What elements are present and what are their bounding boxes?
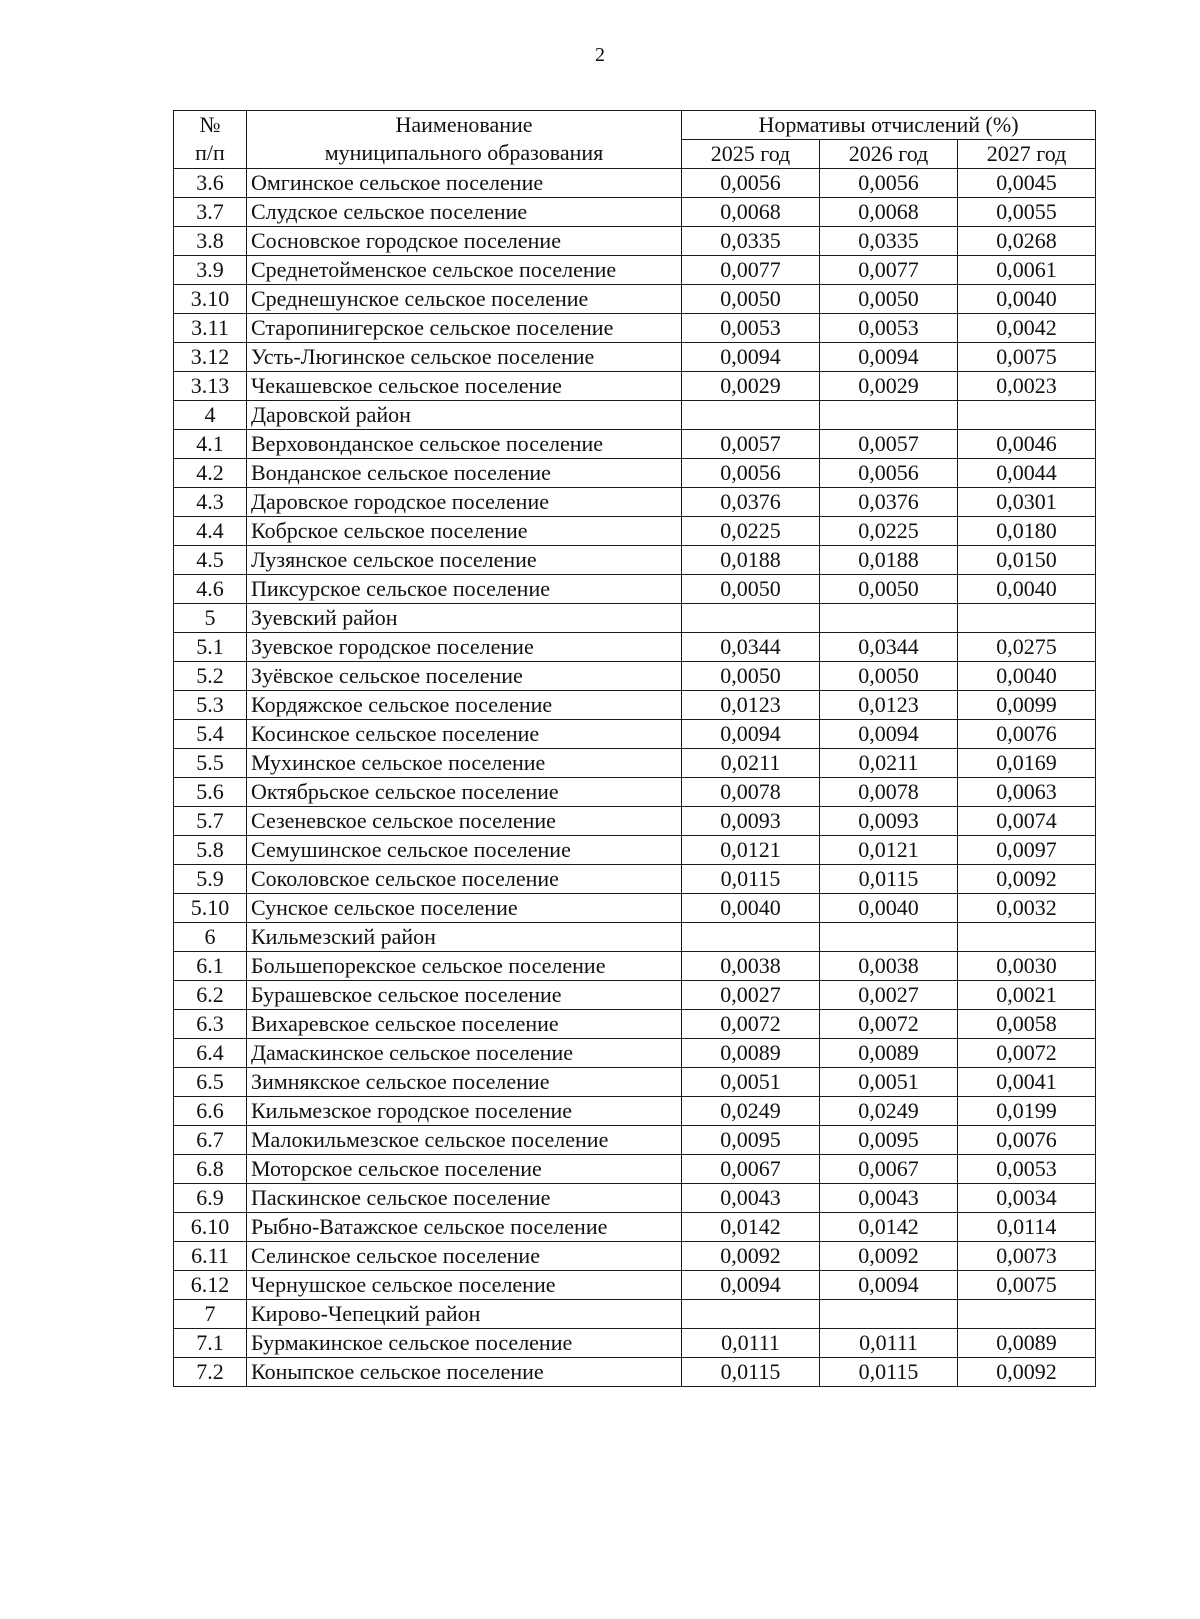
value-2026: 0,0094 xyxy=(820,1271,958,1300)
row-number: 5 xyxy=(174,604,247,633)
value-2026: 0,0043 xyxy=(820,1184,958,1213)
value-2025: 0,0335 xyxy=(682,227,820,256)
row-number: 3.7 xyxy=(174,198,247,227)
value-2026: 0,0078 xyxy=(820,778,958,807)
row-number: 6.8 xyxy=(174,1155,247,1184)
table-row xyxy=(174,1126,1096,1155)
table-row xyxy=(174,604,1096,633)
value-2025: 0,0057 xyxy=(682,430,820,459)
value-2026: 0,0188 xyxy=(820,546,958,575)
value-2025: 0,0067 xyxy=(682,1155,820,1184)
row-number: 3.6 xyxy=(174,169,247,198)
value-2025: 0,0038 xyxy=(682,952,820,981)
table-row xyxy=(174,836,1096,865)
table-row xyxy=(174,227,1096,256)
header-year-2027: 2027 год xyxy=(958,140,1096,169)
value-2027 xyxy=(958,1300,1096,1329)
row-number: 6.6 xyxy=(174,1097,247,1126)
value-2027: 0,0099 xyxy=(958,691,1096,720)
value-2027: 0,0044 xyxy=(958,459,1096,488)
value-2025 xyxy=(682,923,820,952)
value-2026: 0,0095 xyxy=(820,1126,958,1155)
value-2027 xyxy=(958,401,1096,430)
district-name: Даровской район xyxy=(247,401,682,430)
row-number: 3.11 xyxy=(174,314,247,343)
value-2026: 0,0115 xyxy=(820,865,958,894)
row-number: 6.9 xyxy=(174,1184,247,1213)
header-name-line1: Наименование xyxy=(395,112,533,137)
table-row xyxy=(174,430,1096,459)
settlement-name: Чернушское сельское поселение xyxy=(247,1271,682,1300)
value-2025: 0,0094 xyxy=(682,720,820,749)
district-name: Кирово-Чепецкий район xyxy=(247,1300,682,1329)
row-number: 5.7 xyxy=(174,807,247,836)
value-2026: 0,0027 xyxy=(820,981,958,1010)
value-2027: 0,0275 xyxy=(958,633,1096,662)
table-row xyxy=(174,285,1096,314)
value-2027: 0,0030 xyxy=(958,952,1096,981)
header-year-2026: 2026 год xyxy=(820,140,958,169)
table-row xyxy=(174,256,1096,285)
value-2025: 0,0072 xyxy=(682,1010,820,1039)
value-2025: 0,0344 xyxy=(682,633,820,662)
table-row xyxy=(174,1242,1096,1271)
table-row xyxy=(174,952,1096,981)
value-2026: 0,0092 xyxy=(820,1242,958,1271)
value-2027: 0,0034 xyxy=(958,1184,1096,1213)
value-2026: 0,0051 xyxy=(820,1068,958,1097)
row-number: 7.2 xyxy=(174,1358,247,1387)
table-row xyxy=(174,1068,1096,1097)
settlement-name: Слудское сельское поселение xyxy=(247,198,682,227)
row-number: 4.3 xyxy=(174,488,247,517)
row-number: 5.1 xyxy=(174,633,247,662)
settlement-name: Кильмезское городское поселение xyxy=(247,1097,682,1126)
value-2025: 0,0056 xyxy=(682,459,820,488)
value-2026: 0,0067 xyxy=(820,1155,958,1184)
value-2026: 0,0050 xyxy=(820,575,958,604)
settlement-name: Моторское сельское поселение xyxy=(247,1155,682,1184)
header-name-column xyxy=(247,111,682,169)
settlement-name: Пиксурское сельское поселение xyxy=(247,575,682,604)
value-2027: 0,0072 xyxy=(958,1039,1096,1068)
value-2027: 0,0040 xyxy=(958,285,1096,314)
header-number-column xyxy=(174,111,247,169)
value-2026: 0,0344 xyxy=(820,633,958,662)
settlement-name: Сунское сельское поселение xyxy=(247,894,682,923)
table-row xyxy=(174,865,1096,894)
table-header xyxy=(174,111,1096,169)
settlement-name: Кобрское сельское поселение xyxy=(247,517,682,546)
table-row xyxy=(174,1271,1096,1300)
value-2026: 0,0056 xyxy=(820,459,958,488)
table-row xyxy=(174,343,1096,372)
value-2025: 0,0111 xyxy=(682,1329,820,1358)
value-2026: 0,0053 xyxy=(820,314,958,343)
settlement-name: Сосновское городское поселение xyxy=(247,227,682,256)
value-2025: 0,0068 xyxy=(682,198,820,227)
norms-table xyxy=(173,110,1096,1387)
settlement-name: Паскинское сельское поселение xyxy=(247,1184,682,1213)
table-row xyxy=(174,778,1096,807)
value-2027: 0,0046 xyxy=(958,430,1096,459)
value-2025: 0,0092 xyxy=(682,1242,820,1271)
row-number: 3.9 xyxy=(174,256,247,285)
table-row xyxy=(174,488,1096,517)
value-2027: 0,0042 xyxy=(958,314,1096,343)
page-number: 2 xyxy=(595,44,605,66)
value-2025 xyxy=(682,401,820,430)
value-2027: 0,0053 xyxy=(958,1155,1096,1184)
value-2026: 0,0029 xyxy=(820,372,958,401)
value-2027: 0,0092 xyxy=(958,1358,1096,1387)
row-number: 4.1 xyxy=(174,430,247,459)
settlement-name: Большепорекское сельское поселение xyxy=(247,952,682,981)
row-number: 3.12 xyxy=(174,343,247,372)
value-2026: 0,0225 xyxy=(820,517,958,546)
row-number: 3.8 xyxy=(174,227,247,256)
value-2027: 0,0055 xyxy=(958,198,1096,227)
row-number: 7.1 xyxy=(174,1329,247,1358)
table-body xyxy=(174,169,1096,1387)
settlement-name: Семушинское сельское поселение xyxy=(247,836,682,865)
value-2026: 0,0077 xyxy=(820,256,958,285)
value-2025: 0,0050 xyxy=(682,285,820,314)
value-2026: 0,0040 xyxy=(820,894,958,923)
district-name: Кильмезский район xyxy=(247,923,682,952)
value-2026: 0,0249 xyxy=(820,1097,958,1126)
value-2025: 0,0188 xyxy=(682,546,820,575)
value-2027: 0,0073 xyxy=(958,1242,1096,1271)
value-2027: 0,0114 xyxy=(958,1213,1096,1242)
value-2026: 0,0142 xyxy=(820,1213,958,1242)
value-2027: 0,0301 xyxy=(958,488,1096,517)
row-number: 5.3 xyxy=(174,691,247,720)
table-row xyxy=(174,1300,1096,1329)
table-row xyxy=(174,720,1096,749)
settlement-name: Старопинигерское сельское поселение xyxy=(247,314,682,343)
value-2025: 0,0027 xyxy=(682,981,820,1010)
table-row xyxy=(174,372,1096,401)
value-2026: 0,0072 xyxy=(820,1010,958,1039)
value-2025 xyxy=(682,604,820,633)
table-row xyxy=(174,459,1096,488)
table-row xyxy=(174,923,1096,952)
value-2027: 0,0063 xyxy=(958,778,1096,807)
table-row xyxy=(174,662,1096,691)
value-2026: 0,0068 xyxy=(820,198,958,227)
district-name: Зуевский район xyxy=(247,604,682,633)
header-year-2025: 2025 год xyxy=(682,140,820,169)
table-row xyxy=(174,749,1096,778)
row-number: 5.5 xyxy=(174,749,247,778)
settlement-name: Мухинское сельское поселение xyxy=(247,749,682,778)
value-2026: 0,0211 xyxy=(820,749,958,778)
value-2025: 0,0095 xyxy=(682,1126,820,1155)
value-2025: 0,0225 xyxy=(682,517,820,546)
value-2025: 0,0115 xyxy=(682,865,820,894)
row-number: 5.4 xyxy=(174,720,247,749)
settlement-name: Бурмакинское сельское поселение xyxy=(247,1329,682,1358)
value-2027: 0,0058 xyxy=(958,1010,1096,1039)
value-2027: 0,0076 xyxy=(958,1126,1096,1155)
value-2025: 0,0050 xyxy=(682,662,820,691)
header-name-line2: муниципального образования xyxy=(324,140,604,165)
settlement-name: Сезеневское сельское поселение xyxy=(247,807,682,836)
value-2027: 0,0075 xyxy=(958,1271,1096,1300)
row-number: 4.2 xyxy=(174,459,247,488)
row-number: 4.4 xyxy=(174,517,247,546)
settlement-name: Лузянское сельское поселение xyxy=(247,546,682,575)
value-2027: 0,0021 xyxy=(958,981,1096,1010)
value-2025: 0,0249 xyxy=(682,1097,820,1126)
settlement-name: Верховонданское сельское поселение xyxy=(247,430,682,459)
row-number: 6.3 xyxy=(174,1010,247,1039)
settlement-name: Соколовское сельское поселение xyxy=(247,865,682,894)
value-2027 xyxy=(958,923,1096,952)
settlement-name: Октябрьское сельское поселение xyxy=(247,778,682,807)
value-2026 xyxy=(820,401,958,430)
row-number: 5.10 xyxy=(174,894,247,923)
row-number: 6.12 xyxy=(174,1271,247,1300)
value-2026: 0,0115 xyxy=(820,1358,958,1387)
value-2027: 0,0150 xyxy=(958,546,1096,575)
settlement-name: Зимнякское сельское поселение xyxy=(247,1068,682,1097)
value-2025 xyxy=(682,1300,820,1329)
settlement-name: Рыбно-Ватажское сельское поселение xyxy=(247,1213,682,1242)
value-2026: 0,0376 xyxy=(820,488,958,517)
row-number: 5.2 xyxy=(174,662,247,691)
value-2026: 0,0111 xyxy=(820,1329,958,1358)
table-row xyxy=(174,401,1096,430)
table-row xyxy=(174,546,1096,575)
value-2026: 0,0123 xyxy=(820,691,958,720)
settlement-name: Чекашевское сельское поселение xyxy=(247,372,682,401)
value-2026: 0,0050 xyxy=(820,662,958,691)
settlement-name: Бурашевское сельское поселение xyxy=(247,981,682,1010)
settlement-name: Селинское сельское поселение xyxy=(247,1242,682,1271)
settlement-name: Зуёвское сельское поселение xyxy=(247,662,682,691)
value-2025: 0,0121 xyxy=(682,836,820,865)
value-2025: 0,0077 xyxy=(682,256,820,285)
value-2027: 0,0268 xyxy=(958,227,1096,256)
value-2025: 0,0115 xyxy=(682,1358,820,1387)
row-number: 5.6 xyxy=(174,778,247,807)
value-2025: 0,0078 xyxy=(682,778,820,807)
value-2027: 0,0032 xyxy=(958,894,1096,923)
row-number: 6.5 xyxy=(174,1068,247,1097)
table-row xyxy=(174,894,1096,923)
header-number-line2: п/п xyxy=(195,140,225,165)
settlement-name: Усть-Люгинское сельское поселение xyxy=(247,343,682,372)
row-number: 6.4 xyxy=(174,1039,247,1068)
settlement-name: Коныпское сельское поселение xyxy=(247,1358,682,1387)
value-2027: 0,0045 xyxy=(958,169,1096,198)
value-2025: 0,0050 xyxy=(682,575,820,604)
row-number: 3.10 xyxy=(174,285,247,314)
value-2027: 0,0097 xyxy=(958,836,1096,865)
value-2025: 0,0029 xyxy=(682,372,820,401)
value-2025: 0,0123 xyxy=(682,691,820,720)
value-2026: 0,0056 xyxy=(820,169,958,198)
value-2027: 0,0023 xyxy=(958,372,1096,401)
settlement-name: Вихаревское сельское поселение xyxy=(247,1010,682,1039)
value-2026 xyxy=(820,923,958,952)
value-2027: 0,0180 xyxy=(958,517,1096,546)
value-2027: 0,0040 xyxy=(958,575,1096,604)
row-number: 5.8 xyxy=(174,836,247,865)
row-number: 4 xyxy=(174,401,247,430)
table-row xyxy=(174,1010,1096,1039)
table-row xyxy=(174,807,1096,836)
value-2026: 0,0335 xyxy=(820,227,958,256)
table-row xyxy=(174,1329,1096,1358)
value-2027: 0,0076 xyxy=(958,720,1096,749)
value-2026: 0,0094 xyxy=(820,343,958,372)
row-number: 6.10 xyxy=(174,1213,247,1242)
value-2026 xyxy=(820,604,958,633)
table-row xyxy=(174,517,1096,546)
value-2025: 0,0376 xyxy=(682,488,820,517)
value-2027 xyxy=(958,604,1096,633)
value-2026: 0,0038 xyxy=(820,952,958,981)
row-number: 6.2 xyxy=(174,981,247,1010)
value-2025: 0,0093 xyxy=(682,807,820,836)
table-row xyxy=(174,1358,1096,1387)
value-2027: 0,0040 xyxy=(958,662,1096,691)
value-2026: 0,0121 xyxy=(820,836,958,865)
row-number: 6.1 xyxy=(174,952,247,981)
value-2025: 0,0089 xyxy=(682,1039,820,1068)
value-2026: 0,0094 xyxy=(820,720,958,749)
value-2025: 0,0040 xyxy=(682,894,820,923)
value-2027: 0,0041 xyxy=(958,1068,1096,1097)
settlement-name: Косинское сельское поселение xyxy=(247,720,682,749)
value-2025: 0,0051 xyxy=(682,1068,820,1097)
value-2026 xyxy=(820,1300,958,1329)
table-row xyxy=(174,575,1096,604)
value-2026: 0,0057 xyxy=(820,430,958,459)
value-2027: 0,0089 xyxy=(958,1329,1096,1358)
row-number: 4.6 xyxy=(174,575,247,604)
header-number-line1: № xyxy=(199,112,221,137)
table-row xyxy=(174,1213,1096,1242)
value-2027: 0,0199 xyxy=(958,1097,1096,1126)
value-2025: 0,0211 xyxy=(682,749,820,778)
value-2027: 0,0092 xyxy=(958,865,1096,894)
settlement-name: Омгинское сельское поселение xyxy=(247,169,682,198)
settlement-name: Дамаскинское сельское поселение xyxy=(247,1039,682,1068)
table-row xyxy=(174,1097,1096,1126)
value-2025: 0,0053 xyxy=(682,314,820,343)
row-number: 5.9 xyxy=(174,865,247,894)
value-2027: 0,0169 xyxy=(958,749,1096,778)
table-row xyxy=(174,981,1096,1010)
settlement-name: Зуевское городское поселение xyxy=(247,633,682,662)
value-2027: 0,0061 xyxy=(958,256,1096,285)
value-2027: 0,0074 xyxy=(958,807,1096,836)
settlement-name: Малокильмезское сельское поселение xyxy=(247,1126,682,1155)
value-2025: 0,0094 xyxy=(682,343,820,372)
row-number: 4.5 xyxy=(174,546,247,575)
table-row xyxy=(174,198,1096,227)
value-2025: 0,0094 xyxy=(682,1271,820,1300)
value-2025: 0,0043 xyxy=(682,1184,820,1213)
row-number: 6.11 xyxy=(174,1242,247,1271)
value-2027: 0,0075 xyxy=(958,343,1096,372)
settlement-name: Даровское городское поселение xyxy=(247,488,682,517)
row-number: 6.7 xyxy=(174,1126,247,1155)
settlement-name: Вонданское сельское поселение xyxy=(247,459,682,488)
row-number: 6 xyxy=(174,923,247,952)
settlement-name: Среднешунское сельское поселение xyxy=(247,285,682,314)
table-row xyxy=(174,1155,1096,1184)
header-norms-group: Нормативы отчислений (%) xyxy=(682,111,1096,140)
value-2026: 0,0050 xyxy=(820,285,958,314)
value-2025: 0,0056 xyxy=(682,169,820,198)
table-row xyxy=(174,691,1096,720)
table-row xyxy=(174,1039,1096,1068)
row-number: 7 xyxy=(174,1300,247,1329)
value-2026: 0,0089 xyxy=(820,1039,958,1068)
table-row xyxy=(174,314,1096,343)
settlement-name: Кордяжское сельское поселение xyxy=(247,691,682,720)
table-row xyxy=(174,169,1096,198)
value-2026: 0,0093 xyxy=(820,807,958,836)
table-row xyxy=(174,633,1096,662)
table-row xyxy=(174,1184,1096,1213)
value-2025: 0,0142 xyxy=(682,1213,820,1242)
row-number: 3.13 xyxy=(174,372,247,401)
settlement-name: Среднетойменское сельское поселение xyxy=(247,256,682,285)
